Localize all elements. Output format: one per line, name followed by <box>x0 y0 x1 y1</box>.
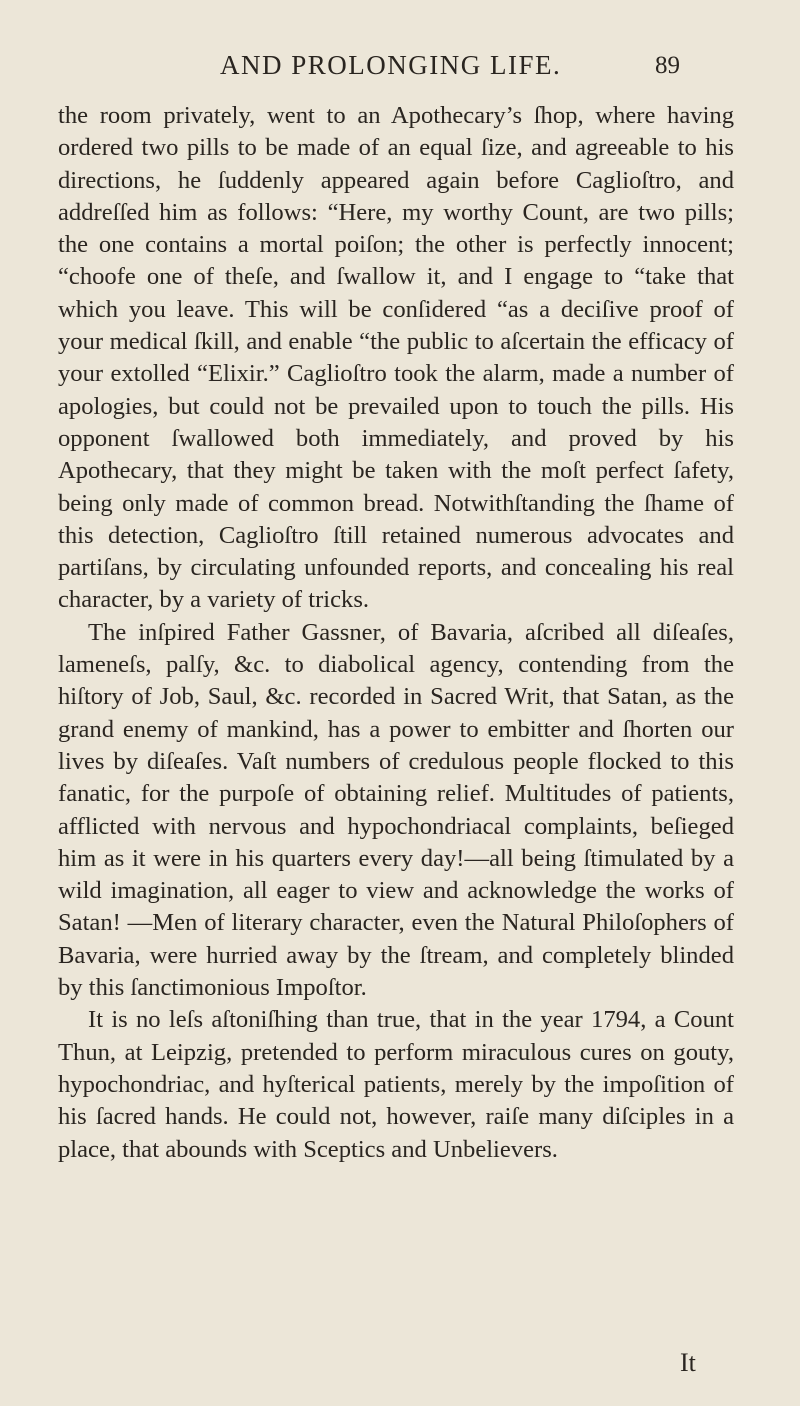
paragraph-thun: It is no leſs aſtoniſhing than true, that in the year 1794, a Count Thun, at Leipzig, pretended to perform miraculous cures on gouty, hypochondriac, and hyſterical patients, merely by the impoſition of his ſacred hands. He could not, however, raiſe many diſciples in a place, that abounds with Sceptics and Unbelievers. <box>58 1006 734 1163</box>
running-title: AND PROLONGING LIFE. <box>220 50 562 80</box>
body-text <box>58 100 734 1166</box>
catchword: It <box>680 1348 696 1377</box>
page-header <box>0 50 800 94</box>
paragraph-cagliostro: the room privately, went to an Apothecary’s ſhop, where having ordered two pills to be made of an equal ſize, and agreeable to his directions, he ſuddenly appeared again before Caglioſtro, and addreſſed him as follows: “Here, my worthy Count, are two pills; the one contains a mortal poiſon; the other is perfectly innocent; “choofe one of theſe, and ſwallow it, and I engage to “take that which you leave. This will be conſidered “as a deciſive proof of your medical ſkill, and enable “the public to aſcertain the efficacy of your extolled “Elixir.” Caglioſtro took the alarm, made a number of apologies, but could not be prevailed upon to touch the pills. His opponent ſwallowed both immediately, and proved by his Apothecary, that they might be taken with the moſt perfect ſafety, being only made of common bread. Notwithſtanding the ſhame of this detection, Caglioſtro ſtill retained numerous advocates and partiſans, by circulating unfounded reports, and concealing his real character, by a variety of tricks. <box>58 102 734 614</box>
page-number: 89 <box>655 52 680 79</box>
paragraph-gassner: The inſpired Father Gassner, of Bavaria, aſcribed all diſeaſes, lameneſs, palſy, &c. to diabolical agency, contending from the hiſtory of Job, Saul, &c. recorded in Sacred Writ, that Satan, as the grand enemy of mankind, has a power to embitter and ſhorten our lives by diſeaſes. Vaſt numbers of credulous people flocked to this fanatic, for the purpoſe of obtaining relief. Multitudes of patients, afflicted with nervous and hypochondriacal complaints, beſieged him as it were in his quarters every day!—all being ſtimulated by a wild imagination, all eager to view and acknowledge the works of Satan! —Men of literary character, even the Natural Philoſophers of Bavaria, were hurried away by the ſtream, and completely blinded by this ſanctimonious Impoſtor. <box>58 618 734 1002</box>
